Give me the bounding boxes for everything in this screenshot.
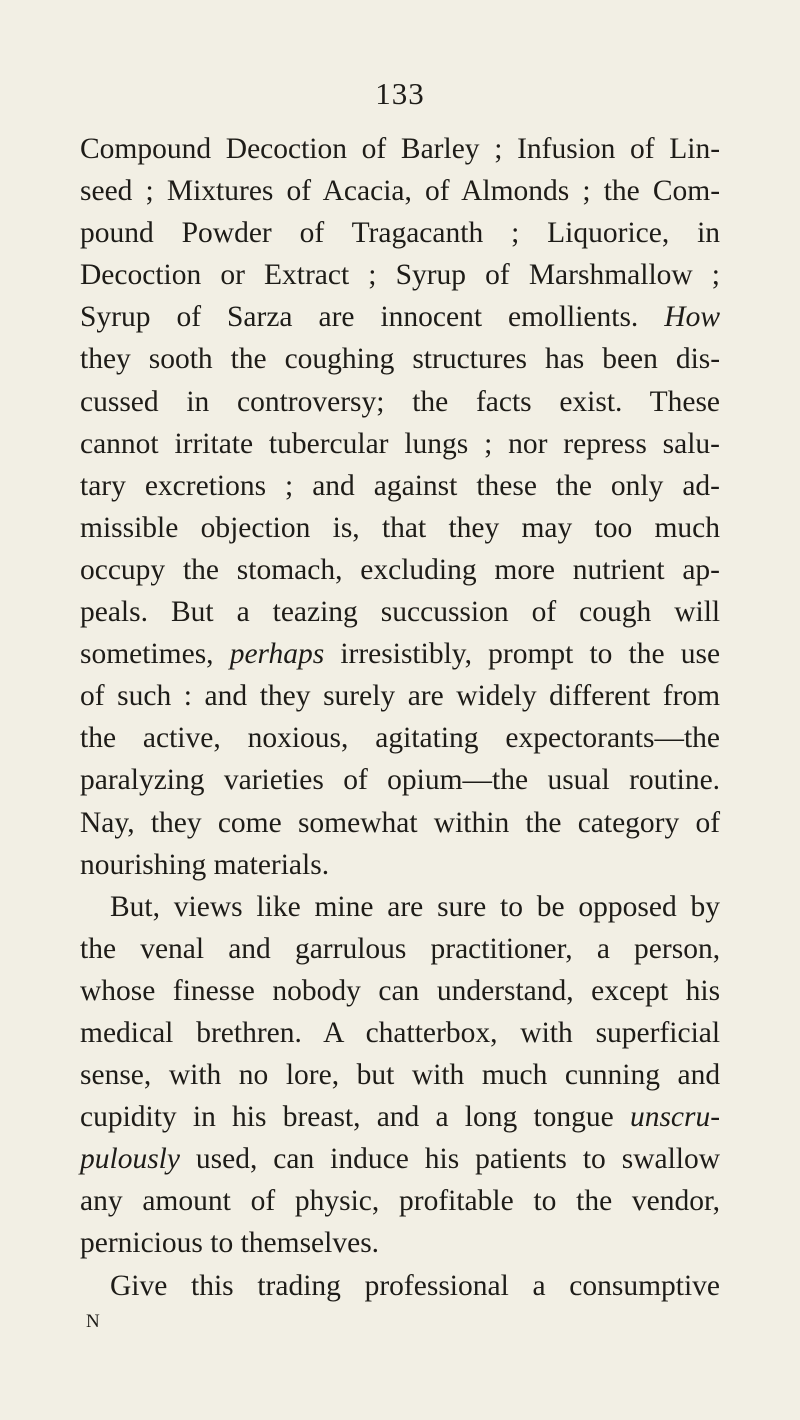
text-line: the active, noxious, agitating expectorants—the: [80, 722, 721, 755]
text-line: nourishing materials.: [80, 848, 330, 881]
body-text: [80, 128, 720, 1349]
text-line: of such : and they surely are widely different from: [80, 680, 721, 713]
text-line: Compound Decoction of Barley ; Infusion of Lin-: [80, 133, 721, 165]
text-line: any amount of physic, profitable to the vendor,: [80, 1185, 721, 1218]
text-line: they sooth the coughing structures has been dis-: [80, 343, 721, 376]
text-line: the venal and garrulous practitioner, a person,: [80, 932, 721, 965]
text-line: peals. But a teazing succussion of cough will: [80, 596, 721, 629]
page-number: 133: [375, 76, 425, 111]
text-line: paralyzing varieties of opium—the usual routine.: [80, 764, 721, 797]
text-line: occupy the stomach, excluding more nutrient ap-: [80, 553, 721, 586]
text-line: sense, with no lore, but with much cunning and: [80, 1059, 721, 1092]
text-line: medical brethren. A chatterbox, with superficial: [80, 1016, 721, 1049]
text-line: seed ; Mixtures of Acacia, of Almonds ; the Com-: [80, 175, 721, 208]
text-line: Syrup of Sarza are innocent emollients. How: [80, 301, 721, 334]
text-line: pulously used, can induce his patients to swallow: [80, 1143, 721, 1176]
text-line: But, views like mine are sure to be opposed by: [110, 890, 721, 923]
text-line: cussed in controversy; the facts exist. These: [80, 385, 721, 418]
text-line: Nay, they come somewhat within the category of: [80, 806, 721, 839]
text-line: cupidity in his breast, and a long tongue unscru-: [80, 1101, 721, 1134]
text-line: tary excretions ; and against these the only ad-: [80, 469, 721, 502]
text-line: sometimes, perhaps irresistibly, prompt to the use: [80, 638, 721, 671]
text-line: Decoction or Extract ; Syrup of Marshmallow ;: [80, 259, 720, 292]
text-line: Give this trading professional a consumptive: [110, 1269, 721, 1302]
text-line: whose finesse nobody can understand, except his: [80, 974, 721, 1007]
text-line: cannot irritate tubercular lungs ; nor repress salu-: [80, 427, 720, 460]
text-line: missible objection is, that they may too much: [80, 511, 721, 544]
text-line: pernicious to themselves.: [80, 1227, 380, 1260]
signature-mark: N: [86, 1310, 100, 1332]
text-line: pound Powder of Tragacanth ; Liquorice, in: [80, 217, 721, 250]
